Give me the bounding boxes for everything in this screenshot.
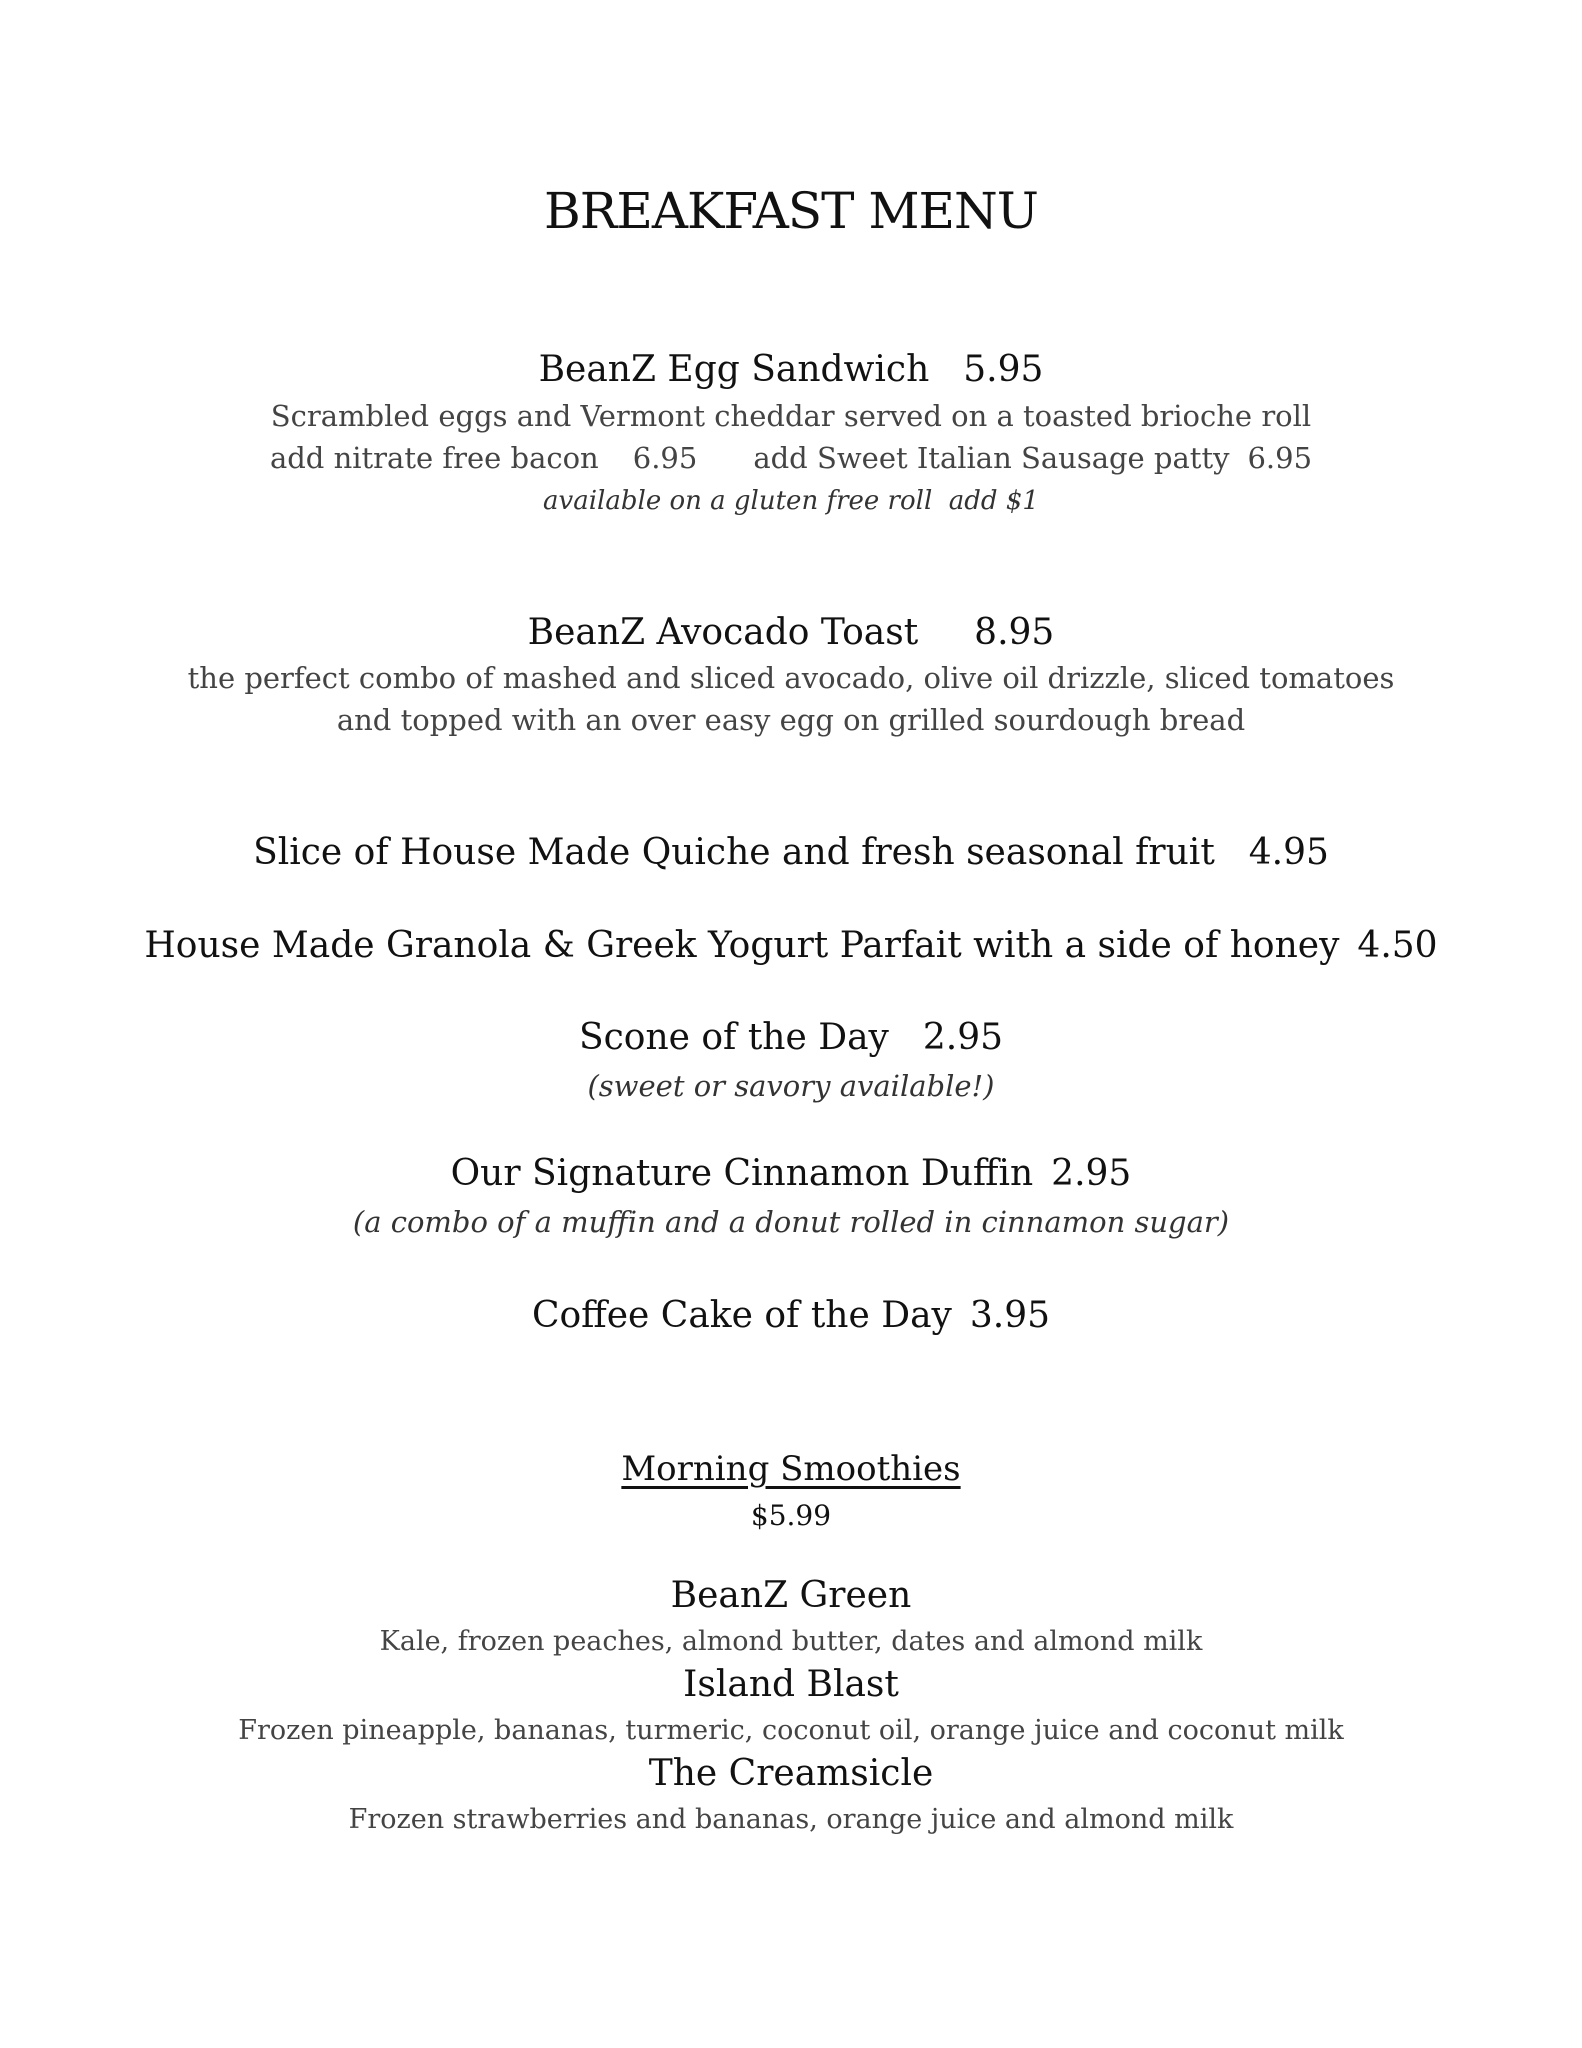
- item-name: House Made Granola & Greek Yogurt Parfait with a side of honey: [144, 925, 1340, 966]
- item-note: (sweet or savory available!): [587, 1069, 995, 1103]
- menu-item-parfait: [0, 925, 1582, 966]
- addon-bacon-price: 6.95: [632, 441, 698, 475]
- item-price: 4.95: [1248, 832, 1329, 873]
- menu-item-avocado-toast: [0, 612, 1582, 653]
- item-name: BeanZ Egg Sandwich: [538, 349, 930, 390]
- smoothie-name: BeanZ Green: [670, 1575, 912, 1616]
- item-price: 3.95: [969, 1295, 1051, 1336]
- smoothie-description: Frozen strawberries and bananas, orange juice and almond milk: [348, 1804, 1234, 1835]
- smoothies-heading: Morning Smoothies: [621, 1449, 961, 1489]
- item-name: Our Signature Cinnamon Duffin: [450, 1153, 1034, 1194]
- addon-sausage-price: 6.95: [1247, 441, 1313, 475]
- item-price: 2.95: [922, 1017, 1004, 1058]
- item-price: 2.95: [1051, 1153, 1132, 1194]
- item-name: BeanZ Avocado Toast: [527, 612, 919, 653]
- item-name: Slice of House Made Quiche and fresh seasonal fruit: [253, 832, 1215, 873]
- item-name: Scone of the Day: [578, 1017, 889, 1058]
- smoothie-name: The Creamsicle: [648, 1753, 934, 1794]
- smoothie-name: Island Blast: [683, 1664, 899, 1705]
- item-name: Coffee Cake of the Day: [531, 1295, 952, 1336]
- menu-item-duffin: [0, 1153, 1582, 1194]
- menu-item-coffee-cake: [0, 1295, 1582, 1336]
- item-addons: [0, 441, 1582, 475]
- item-description: Scrambled eggs and Vermont cheddar served on a toasted brioche roll: [270, 399, 1312, 433]
- smoothies-price: $5.99: [750, 1499, 832, 1532]
- item-price: 4.50: [1357, 925, 1438, 966]
- page-title: BREAKFAST MENU: [544, 182, 1038, 240]
- smoothie-description: Kale, frozen peaches, almond butter, dates and almond milk: [379, 1626, 1203, 1657]
- addon-bacon-label: add nitrate free bacon: [269, 441, 599, 475]
- item-price: 5.95: [963, 349, 1044, 390]
- item-description: and topped with an over easy egg on grilled sourdough bread: [336, 703, 1246, 737]
- addon-sausage-label: add Sweet Italian Sausage patty: [753, 441, 1230, 475]
- item-description: the perfect combo of mashed and sliced avocado, olive oil drizzle, sliced tomatoes: [187, 661, 1395, 695]
- item-note: available on a gluten free roll add $1: [543, 486, 1039, 516]
- smoothie-description: Frozen pineapple, bananas, turmeric, coconut oil, orange juice and coconut milk: [238, 1715, 1344, 1746]
- item-price: 8.95: [974, 612, 1055, 653]
- menu-item-scone: [0, 1017, 1582, 1058]
- item-note: (a combo of a muffin and a donut rolled in cinnamon sugar): [352, 1205, 1230, 1239]
- menu-item-quiche: [0, 832, 1582, 873]
- menu-item-egg-sandwich: [0, 349, 1582, 390]
